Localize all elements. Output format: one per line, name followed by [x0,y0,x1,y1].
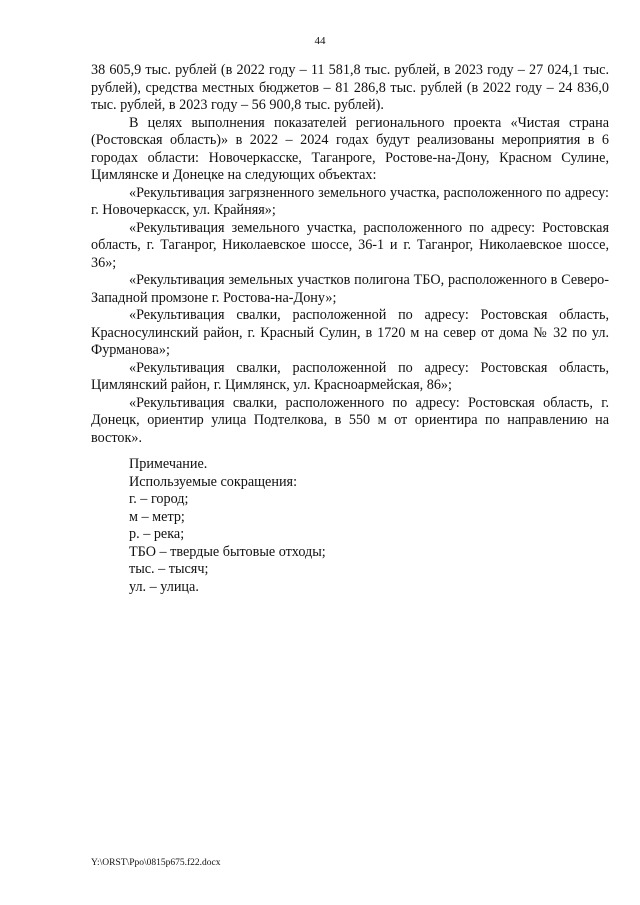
file-path-footer: Y:\ORST\Ppo\0815p675.f22.docx [91,858,221,868]
abbreviation-item: м – метр; [129,508,185,525]
paragraph-object-taganrog: «Рекультивация земельного участка, расположенного по адресу: Ростовская область, г. Таганрог, Николаевское шоссе, 36-1 и г. Таганрог, Николаевское шоссе, 36»; [91,219,609,271]
abbreviation-item: ТБО – твердые бытовые отходы; [129,543,326,560]
note-title: Примечание. [129,456,208,472]
note-subtitle: Используемые сокращения: [129,473,298,490]
paragraph-object-rostov: «Рекультивация земельных участков полигона ТБО, расположенного в Северо-Западной промзоне г. Ростова-на-Дону»; [91,272,609,306]
abbreviation-item: г. – город; [129,491,189,507]
paragraph-object-donetsk: «Рекультивация свалки, расположенного по адресу: Ростовская область, г. Донецк, ориентир улица Подтелкова, в 550 м от ориентира по направлению на восток». [91,394,609,446]
paragraph-project-intro: В целях выполнения показателей регионального проекта «Чистая страна (Ростовская область)» в 2022 – 2024 годах будут реализованы мероприятия в 6 городах области: Новочеркасске, Таганроге, Ростове-на-Дону, Красном Сулине, Цимлянске и Донецке на следующих объектах: [91,114,609,183]
document-body [91,62,609,447]
paragraph-object-novocherkassk: «Рекультивация загрязненного земельного участка, расположенного по адресу: г. Новочеркасск, ул. Крайняя»; [91,184,609,218]
abbreviation-item: р. – река; [129,526,185,542]
paragraph-funding-continuation: 38 605,9 тыс. рублей (в 2022 году – 11 581,8 тыс. рублей, в 2023 году – 27 024,1 тыс. рублей), средства местных бюджетов – 81 286,8 тыс. рублей (в 2022 году – 24 836,0 тыс. рублей, в 2023 году – 56 900,8 тыс. рублей). [91,62,609,113]
paragraph-object-tsimlyansk: «Рекультивация свалки, расположенной по адресу: Ростовская область, Цимлянский район, г. Цимлянск, ул. Красноармейская, 86»; [91,359,609,393]
abbreviation-item: ул. – улица. [129,578,199,595]
paragraph-object-krasny-sulin: «Рекультивация свалки, расположенной по адресу: Ростовская область, Красносулинский район, г. Красный Сулин, в 1720 м на север от дома № 32 по ул. Фурманова»; [91,307,609,358]
abbreviations-note [91,456,609,596]
abbreviation-item: тыс. – тысяч; [129,561,209,577]
page-number: 44 [314,35,326,47]
